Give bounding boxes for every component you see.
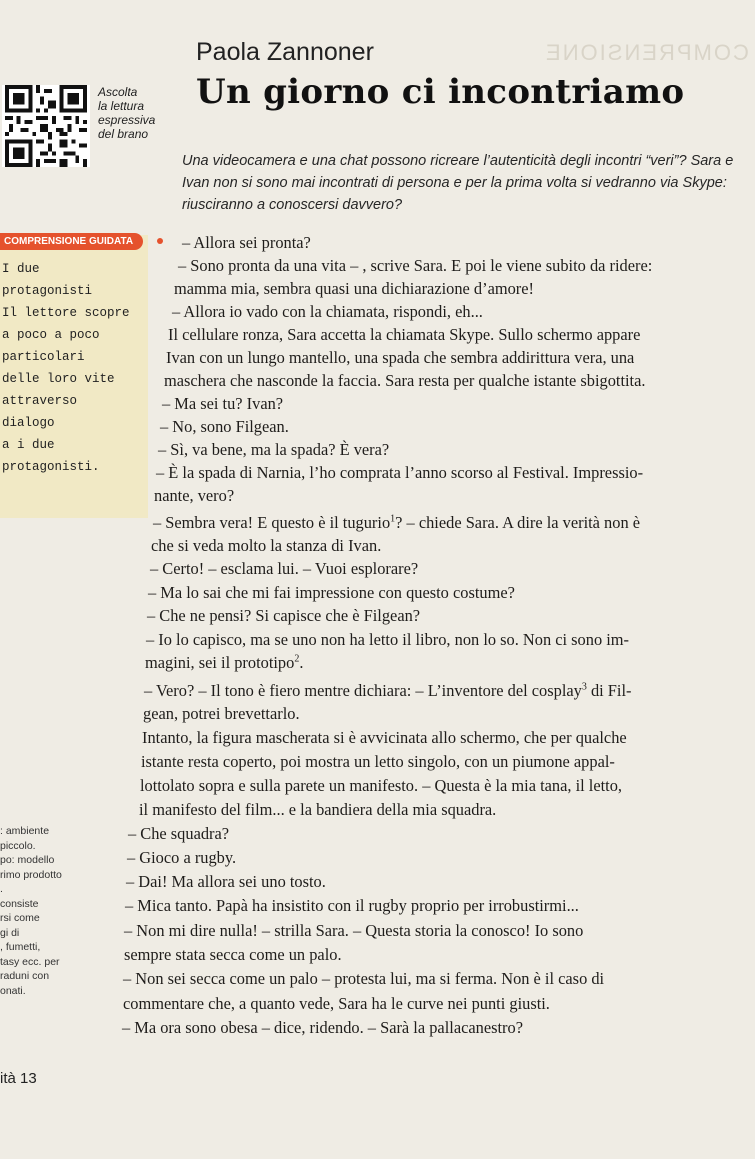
text-line: Il cellulare ronza, Sara accetta la chiamata Skype. Sullo schermo appare — [168, 325, 641, 344]
text-line: – Io lo capisco, ma se uno non ha letto il libro, non lo so. Non ci sono im- — [146, 630, 630, 649]
ghost-watermark: COMPRENSIONE — [544, 40, 749, 65]
qr-caption-line: la lettura — [98, 99, 145, 113]
text-line: – Non sei secca come un palo – protesta lui, ma si ferma. Non è il caso di — [123, 969, 605, 988]
author-name: Paola Zannoner — [196, 38, 374, 66]
page-title: Un giorno ci incontriamo — [196, 72, 685, 112]
text-line: – Sì, va bene, ma la spada? È vera? — [158, 440, 390, 459]
text-line: Intanto, la figura mascherata si è avvicinata allo schermo, che per qualche — [142, 728, 627, 747]
text-line: – Ma lo sai che mi fai impressione con questo costume? — [148, 583, 515, 602]
text-line: che si veda molto la stanza di Ivan. — [151, 536, 382, 555]
note-line: attraverso — [2, 394, 78, 408]
text-line: – Gioco a rugby. — [127, 848, 237, 867]
note-line: a i due — [2, 438, 55, 452]
note-line: Il lettore scopre — [2, 306, 130, 320]
footnote-marker: 1 — [390, 513, 396, 525]
qr-caption — [98, 85, 155, 141]
glossary-notes — [0, 824, 110, 998]
text-line: – Dai! Ma allora sei uno tosto. — [126, 872, 326, 891]
glossary-line: tasy ecc. per — [0, 955, 60, 968]
glossary-line: : ambiente — [0, 825, 50, 837]
intro-paragraph: Una videocamera e una chat possono ricreare l’autenticità degli incontri “veri”? Sara e Ivan non si sono mai incontrati di persona e per la prima volta si vedranno via Skype: riusciranno a conoscersi davvero? — [182, 153, 734, 213]
text-line: – Che squadra? — [128, 824, 230, 843]
text-line: – Allora sei pronta? — [182, 233, 311, 252]
text-line: mamma mia, sembra quasi una dichiarazione d’amore! — [174, 279, 534, 298]
glossary-line: raduni con — [0, 970, 50, 982]
text-line: – Ma sei tu? Ivan? — [162, 394, 284, 413]
footnote-marker: 2 — [294, 653, 300, 665]
note-line: protagonisti — [2, 284, 93, 298]
glossary-line: piccolo. — [0, 839, 36, 852]
text-line: lottolato sopra e sulla parete un manifesto. – Questa è la mia tana, il letto, — [140, 776, 623, 795]
glossary-line: po: modello — [0, 854, 55, 866]
text-line: – Ma ora sono obesa – dice, ridendo. – Sarà la pallacanestro? — [122, 1018, 523, 1037]
note-line: particolari — [2, 350, 85, 364]
glossary-line: gi di — [0, 926, 20, 939]
note-line: delle loro vite — [2, 372, 115, 386]
text-line: – Sono pronta da una vita – , scrive Sara. E poi le viene subito da ridere: — [178, 256, 653, 275]
text-line: il manifesto del film... e la bandiera della mia squadra. — [139, 800, 497, 819]
text-line: – Mica tanto. Papà ha insistito con il rugby proprio per irrobustirmi... — [125, 896, 579, 915]
comprehension-note — [2, 258, 152, 478]
text-line: – È la spada di Narnia, l’ho comprata l’anno scorso al Festival. Impressio- — [156, 463, 644, 482]
text-line: commentare che, a quanto vede, Sara ha le curve nei punti giusti. — [123, 994, 550, 1013]
glossary-line: onati. — [0, 984, 26, 997]
text-line: – Certo! – esclama lui. – Vuoi esplorare? — [150, 559, 419, 578]
glossary-line: consiste — [0, 897, 39, 910]
text-line: – Allora io vado con la chiamata, rispondi, eh... — [172, 302, 483, 321]
text-line: istante resta coperto, poi mostra un letto singolo, con un piumone appal- — [141, 752, 615, 771]
footnote-marker: 3 — [581, 681, 587, 693]
comprehension-label: COMPRENSIONE GUIDATA — [0, 233, 143, 250]
note-line: I due — [2, 262, 40, 276]
note-line: protagonisti. — [2, 460, 100, 474]
page-number: ità 13 — [0, 1070, 37, 1087]
text-line: – No, sono Filgean. — [160, 417, 289, 436]
text-line: – Sembra vera! E questo è il tugurio$^1$? – chiede Sara. A dire la verità non è — [153, 513, 641, 532]
qr-caption-line: Ascolta — [98, 85, 138, 99]
text-line: – Che ne pensi? Si capisce che è Filgean? — [147, 606, 421, 625]
qr-caption-line: del brano — [98, 127, 149, 141]
text-line: gean, potrei brevettarlo. — [143, 704, 300, 723]
bullet-icon — [157, 238, 163, 244]
text-line: – Non mi dire nulla! – strilla Sara. – Questa storia la conosco! Io sono — [124, 921, 584, 940]
text-line: Ivan con un lungo mantello, una spada che sembra addirittura vera, una — [166, 348, 635, 367]
text-line: – Vero? – Il tono è fiero mentre dichiara: – L’inventore del cosplay$^3$ di Fil- — [144, 681, 632, 700]
qr-code-icon[interactable] — [2, 85, 90, 167]
text-line: magini, sei il prototipo$^2$. — [145, 653, 304, 672]
text-line: nante, vero? — [154, 486, 235, 505]
text-line: sempre stata secca come un palo. — [124, 945, 342, 964]
glossary-line: rsi come — [0, 912, 40, 924]
glossary-line: . — [0, 883, 3, 895]
glossary-line: rimo prodotto — [0, 868, 62, 881]
text-line: maschera che nasconde la faccia. Sara resta per qualche istante sbigottita. — [164, 371, 646, 390]
note-line: dialogo — [2, 416, 55, 430]
glossary-line: , fumetti, — [0, 941, 41, 953]
qr-caption-line: espressiva — [98, 113, 156, 127]
note-line: a poco a poco — [2, 328, 100, 342]
